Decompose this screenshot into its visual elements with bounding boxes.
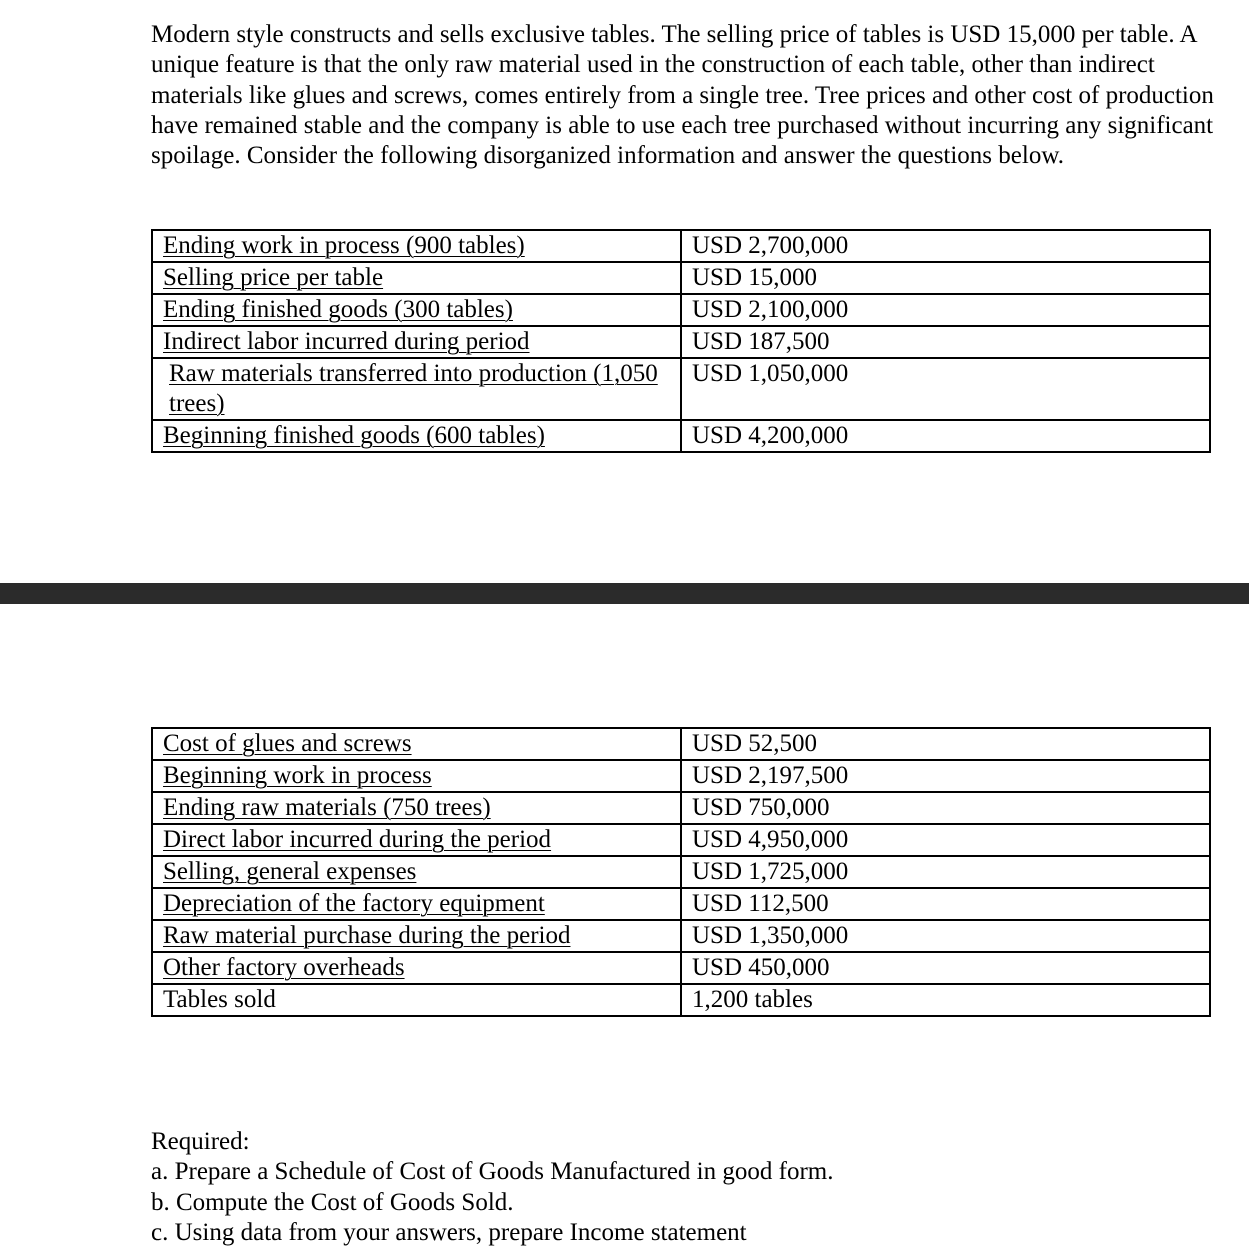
table-row — [152, 856, 1210, 888]
row-value: USD 15,000 — [681, 262, 1210, 294]
row-label: Selling, general expenses — [152, 856, 681, 888]
row-value: USD 4,200,000 — [681, 420, 1210, 452]
row-value: USD 52,500 — [681, 728, 1210, 760]
row-label: Selling price per table — [152, 262, 681, 294]
cost-data-table-1 — [151, 229, 1211, 453]
cost-data-table-2 — [151, 727, 1211, 1017]
row-value: 1,200 tables — [681, 984, 1210, 1016]
table-row — [152, 262, 1210, 294]
row-value: USD 450,000 — [681, 952, 1210, 984]
row-label: Raw material purchase during the period — [152, 920, 681, 952]
table-row — [152, 326, 1210, 358]
table-row — [152, 792, 1210, 824]
row-label: Beginning finished goods (600 tables) — [152, 420, 681, 452]
row-label: Ending work in process (900 tables) — [152, 230, 681, 262]
row-value: USD 1,050,000 — [681, 358, 1210, 420]
row-label: Indirect labor incurred during period — [152, 326, 681, 358]
table-row — [152, 984, 1210, 1016]
table-row — [152, 230, 1210, 262]
row-value: USD 2,700,000 — [681, 230, 1210, 262]
table-row — [152, 920, 1210, 952]
row-value: USD 4,950,000 — [681, 824, 1210, 856]
row-label: Cost of glues and screws — [152, 728, 681, 760]
row-label: Other factory overheads — [152, 952, 681, 984]
table-row — [152, 358, 1210, 420]
table-row — [152, 824, 1210, 856]
required-section — [151, 1127, 1151, 1248]
row-label: Direct labor incurred during the period — [152, 824, 681, 856]
row-value: USD 750,000 — [681, 792, 1210, 824]
row-label: Ending raw materials (750 trees) — [152, 792, 681, 824]
row-label: Tables sold — [152, 984, 681, 1016]
required-item-c: c. Using data from your answers, prepare Income statement — [151, 1218, 747, 1246]
row-value: USD 112,500 — [681, 888, 1210, 920]
row-value: USD 2,197,500 — [681, 760, 1210, 792]
row-value: USD 1,350,000 — [681, 920, 1210, 952]
row-label: Ending finished goods (300 tables) — [152, 294, 681, 326]
required-item-a: a. Prepare a Schedule of Cost of Goods Manufactured in good form. — [151, 1158, 834, 1186]
row-value: USD 1,725,000 — [681, 856, 1210, 888]
row-label: Raw materials transferred into production (1,050 trees) — [152, 358, 681, 420]
table-row — [152, 728, 1210, 760]
table-row — [152, 294, 1210, 326]
required-item-b: b. Compute the Cost of Goods Sold. — [151, 1188, 514, 1216]
row-label: Depreciation of the factory equipment — [152, 888, 681, 920]
intro-paragraph: Modern style constructs and sells exclusive tables. The selling price of tables is USD 15,000 per table. A unique feature is that the only raw material used in the construction of each table, other than indirect materials like glues and screws, comes entirely from a single tree. Tree prices and other cost of production have remained stable and the company is able to use each tree purchased without incurring any significant spoilage. Consider the following disorganized information and answer the questions below. — [151, 21, 1214, 170]
table-row — [152, 420, 1210, 452]
table-row — [152, 888, 1210, 920]
row-value: USD 187,500 — [681, 326, 1210, 358]
row-value: USD 2,100,000 — [681, 294, 1210, 326]
section-divider — [0, 583, 1249, 604]
table-row — [152, 760, 1210, 792]
required-heading: Required: — [151, 1128, 250, 1155]
row-label: Beginning work in process — [152, 760, 681, 792]
table-row — [152, 952, 1210, 984]
